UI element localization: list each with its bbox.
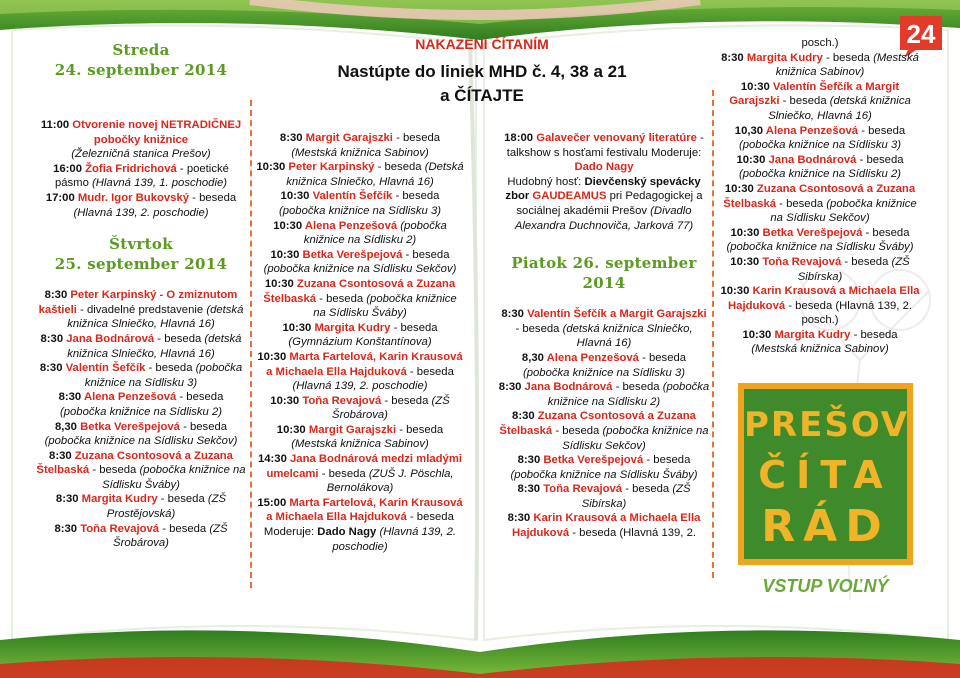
event-title: Dado Nagy bbox=[574, 161, 634, 174]
event-venue: (pobočka knižnice na Sídlisku 3) bbox=[84, 362, 243, 389]
event-title: Margit Garajszki bbox=[305, 132, 393, 144]
event-item bbox=[718, 255, 922, 284]
event-time: Dado Nagy bbox=[317, 526, 377, 539]
event-venue: (Železničná stanica Prešov) bbox=[71, 148, 211, 161]
event-time: 10:30 bbox=[270, 248, 303, 261]
event-venue: (pobočka knižnice na Sídlisku Sekčov) bbox=[44, 435, 238, 448]
event-venue: (Hlavná 139, 2. poschodie) bbox=[292, 380, 428, 393]
event-time: 10:30 bbox=[740, 80, 773, 93]
event-text: - beseda bbox=[779, 95, 830, 108]
day-date: 2014 bbox=[582, 274, 626, 293]
column-3 bbox=[498, 131, 710, 541]
event-time: 8:30 bbox=[44, 289, 71, 302]
event-time: 8:30 bbox=[517, 454, 544, 467]
event-item bbox=[718, 51, 922, 80]
event-venue: (pobočka knižnice na Sídlisku 2) bbox=[303, 219, 447, 247]
event-title: Jana Bodnárová bbox=[66, 332, 155, 345]
event-text: - beseda bbox=[157, 493, 208, 506]
event-time: 10,30 bbox=[734, 124, 766, 137]
events-wednesday bbox=[36, 118, 246, 220]
event-time: 10:30 bbox=[730, 255, 763, 268]
event-time: 8:30 bbox=[40, 332, 67, 345]
event-title: Toňa Revajová bbox=[302, 394, 382, 407]
event-text: - beseda bbox=[638, 351, 687, 364]
event-venue: (ZŠ Sibírska) bbox=[797, 255, 910, 283]
event-time: 10:30 bbox=[282, 321, 315, 334]
event-venue: (detská knižnica Slniečko, Hlavná 16) bbox=[67, 303, 244, 331]
event-title: Betka Verešpejová bbox=[762, 226, 863, 239]
event-item bbox=[36, 118, 246, 162]
event-venue: (Detská knižnica Slniečko, Hlavná 16) bbox=[286, 161, 464, 188]
event-time: 18:00 bbox=[504, 132, 537, 144]
event-time: 10:30 bbox=[280, 190, 313, 203]
event-title: Valentín Šefčík bbox=[65, 362, 146, 375]
event-text: - beseda (Hlavná 139, 2. posch.) bbox=[785, 299, 912, 327]
divider-2 bbox=[712, 90, 714, 578]
header-line1: Nastúpte do liniek MHD č. 4, 38 a 21 bbox=[337, 62, 627, 81]
event-text: - beseda bbox=[643, 454, 691, 467]
event-venue: (pobočka knižnice na Sídlisku Sekčov) bbox=[562, 424, 709, 452]
event-title: Peter Karpinský - O zmiznutom kaštieli bbox=[38, 289, 238, 316]
event-title: Zuzana Csontosová a Zuzana Štelbaská bbox=[499, 410, 696, 437]
event-item bbox=[256, 160, 464, 189]
column-4 bbox=[718, 36, 922, 357]
event-text: - beseda bbox=[841, 255, 892, 268]
day-heading-thursday bbox=[36, 234, 246, 274]
event-text: - beseda (Hlavná 139, 2. bbox=[569, 527, 696, 540]
event-item bbox=[498, 307, 710, 351]
event-item bbox=[36, 390, 246, 419]
event-venue: (pobočka knižnice na Sídlisku Sekčov) bbox=[263, 263, 457, 276]
event-item bbox=[498, 380, 710, 409]
event-time: 10:30 bbox=[724, 182, 757, 195]
event-item bbox=[718, 226, 922, 255]
column-2 bbox=[256, 131, 464, 554]
event-time: 17:00 bbox=[45, 191, 78, 204]
event-venue: (Hlavná 139, 2. poschodie) bbox=[332, 526, 457, 553]
event-venue: (detská knižnica Slniečko, Hlavná 16) bbox=[768, 95, 911, 122]
event-text: - beseda bbox=[159, 522, 210, 535]
event-text: - talkshow s hosťami festivalu Moderuje: bbox=[506, 132, 704, 159]
event-text: - beseda bbox=[145, 362, 196, 375]
event-title: Marta Fartelová, Karin Krausová a Michaela Ella Hajduková bbox=[266, 350, 463, 378]
event-item bbox=[718, 36, 922, 51]
event-time: 8:30 bbox=[501, 308, 528, 321]
event-item bbox=[498, 482, 710, 511]
event-item bbox=[718, 328, 922, 357]
events-friday-cont bbox=[718, 36, 922, 357]
column-1 bbox=[36, 40, 246, 551]
event-time: 8:30 bbox=[39, 362, 66, 375]
day-date: 25. september 2014 bbox=[54, 255, 228, 274]
event-title: Mudr. Igor Bukovský bbox=[77, 191, 190, 204]
event-item bbox=[256, 350, 464, 394]
event-time: 8:30 bbox=[512, 410, 538, 423]
event-venue: (ZUŠ J. Pöschla, Bernolákova) bbox=[326, 467, 454, 495]
event-venue: (detská knižnica Slniečko, Hlavná 16) bbox=[562, 322, 693, 350]
event-title: Alena Penzešová bbox=[304, 219, 398, 232]
event-venue: (detská knižnica Slniečko, Hlavná 16) bbox=[67, 332, 242, 360]
free-entry-label: VSTUP VOĽNÝ bbox=[762, 576, 889, 596]
event-venue: (ZŠ Prostějovská) bbox=[106, 493, 227, 521]
event-title: Betka Verešpejová bbox=[543, 454, 644, 467]
event-item bbox=[498, 351, 710, 380]
event-item bbox=[718, 284, 922, 328]
day-name: Piatok 26. september bbox=[511, 254, 697, 273]
logo-24-text: 24 bbox=[906, 19, 936, 49]
event-venue: (Hlavná 139, 2. poschodie) bbox=[73, 206, 209, 219]
event-venue: (ZŠ Sibírska) bbox=[581, 483, 691, 510]
event-item bbox=[256, 394, 464, 423]
events-thursday-evening bbox=[498, 131, 710, 233]
event-item bbox=[256, 248, 464, 277]
event-title: Margita Kudry bbox=[774, 328, 851, 341]
event-text: - beseda bbox=[316, 292, 367, 305]
event-time: 8,30 bbox=[54, 420, 81, 433]
event-time: 8:30 bbox=[517, 483, 544, 496]
event-item bbox=[718, 80, 922, 124]
event-venue: (pobočka knižnice na Sídlisku 3) bbox=[738, 139, 901, 152]
event-time: 8:30 bbox=[279, 132, 306, 144]
event-item bbox=[256, 321, 464, 350]
event-text: Hudobný hosť: bbox=[507, 175, 585, 188]
day-name: Štvrtok bbox=[109, 235, 173, 254]
event-time: Dievčenský spevácky zbor bbox=[505, 175, 701, 203]
event-item bbox=[256, 277, 464, 321]
event-venue: (pobočka knižnice na Sídlisku 2) bbox=[59, 405, 222, 418]
event-time: 15:00 bbox=[257, 496, 290, 509]
event-title: Margita Kudry bbox=[746, 51, 823, 64]
event-item bbox=[718, 124, 922, 153]
event-item bbox=[36, 361, 246, 390]
event-venue: (pobočka knižnice na Sídlisku 2) bbox=[547, 381, 710, 408]
event-venue: (pobočka knižnice na Sídlisku Šváby) bbox=[313, 292, 457, 320]
event-text: - beseda Moderuje: bbox=[263, 511, 454, 539]
event-text: - beseda bbox=[189, 191, 237, 204]
event-time: 10:30 bbox=[720, 285, 753, 298]
event-venue: (Mestská knižnica Sabinov) bbox=[775, 51, 919, 79]
event-text: - beseda bbox=[622, 483, 673, 496]
event-time: 14:30 bbox=[257, 453, 290, 466]
event-item bbox=[36, 492, 246, 521]
event-time: 10:30 bbox=[736, 153, 769, 166]
event-title: Margita Kudry bbox=[314, 321, 391, 334]
event-time: 10:30 bbox=[273, 219, 305, 232]
header-title bbox=[260, 60, 704, 108]
event-title: Jana Bodnárová medzi mladými umelcami bbox=[266, 453, 463, 480]
event-text: - beseda bbox=[392, 190, 440, 203]
event-title: Karin Krausová a Michaela Ella Hajduková bbox=[512, 512, 701, 540]
event-time: 8:30 bbox=[49, 449, 75, 462]
event-venue: (Hlavná 139, 1. poschodie) bbox=[92, 177, 228, 190]
event-title: GAUDEAMUS bbox=[532, 190, 607, 203]
event-text: - beseda bbox=[862, 226, 910, 239]
event-text: - beseda bbox=[318, 467, 369, 480]
event-item bbox=[718, 182, 922, 226]
event-item bbox=[36, 420, 246, 449]
event-text: - beseda bbox=[552, 424, 603, 437]
event-title: Toňa Revajová bbox=[762, 255, 842, 268]
event-title: Zuzana Csontosová a Zuzana Štelbaská bbox=[723, 182, 916, 210]
event-text: - beseda bbox=[381, 394, 432, 407]
event-item bbox=[36, 288, 246, 332]
event-time: 11:00 bbox=[40, 119, 73, 131]
event-item bbox=[256, 131, 464, 160]
event-venue: (pobočka knižnice na Sídlisku 3) bbox=[522, 366, 685, 379]
event-title: Jana Bodnárová bbox=[768, 153, 857, 166]
brand-line1: PREŠOV bbox=[744, 405, 910, 445]
event-item bbox=[718, 153, 922, 182]
event-text: - beseda bbox=[154, 332, 205, 345]
brand-line3: RÁD bbox=[761, 501, 890, 552]
event-item bbox=[36, 162, 246, 191]
event-item bbox=[498, 409, 710, 453]
event-venue: (pobočka knižnice na Sídlisku 3) bbox=[278, 204, 441, 217]
day-heading-friday bbox=[498, 253, 710, 293]
event-venue: (Gymnázium Konštantínova) bbox=[288, 336, 432, 349]
event-title: Toňa Revajová bbox=[80, 522, 160, 535]
event-text: - beseda bbox=[822, 51, 874, 64]
event-item bbox=[256, 423, 464, 452]
day-date: 24. september 2014 bbox=[54, 61, 228, 79]
event-title: Peter Karpinský bbox=[288, 161, 375, 174]
brand-line2: ČÍTA bbox=[758, 453, 893, 497]
event-time: 10:30 bbox=[257, 350, 290, 363]
event-text: - beseda bbox=[776, 197, 827, 210]
event-venue: (pobočka knižnice na Sídlisku Šváby) bbox=[726, 241, 914, 254]
event-title: Otvorenie novej NETRADIČNEJ pobočky knižnice bbox=[72, 119, 242, 146]
event-text: pri Pedagogickej a sociálnej akadémii Prešov bbox=[516, 190, 703, 217]
event-item bbox=[256, 219, 464, 248]
event-title: Alena Penzešová bbox=[83, 391, 177, 404]
event-title: Jana Bodnárová bbox=[524, 381, 613, 394]
event-text: - beseda bbox=[406, 365, 454, 378]
event-title: Galavečer venovaný literatúre bbox=[536, 132, 697, 144]
event-item bbox=[256, 452, 464, 496]
header-line2: a ČÍTAJTE bbox=[440, 86, 524, 105]
event-text: - beseda bbox=[515, 322, 563, 335]
day-heading-wednesday bbox=[36, 40, 246, 80]
event-title: Valentín Šefčík a Margit Garajszki bbox=[729, 80, 900, 108]
event-item bbox=[36, 191, 246, 220]
event-item bbox=[498, 453, 710, 482]
event-venue: (Mestská knižnica Sabinov) bbox=[291, 438, 429, 451]
event-time: 16:00 bbox=[53, 162, 86, 175]
event-time: 10:30 bbox=[256, 161, 289, 174]
event-venue: (Mestská knižnica Sabinov) bbox=[751, 343, 889, 356]
event-time: 8:30 bbox=[54, 522, 81, 535]
event-title: Alena Penzešová bbox=[765, 124, 859, 137]
event-item bbox=[36, 522, 246, 551]
event-text: - beseda bbox=[176, 391, 224, 404]
event-title: Alena Penzešová bbox=[546, 351, 639, 364]
events-thursday-cont bbox=[256, 131, 464, 554]
event-time: 8:30 bbox=[58, 391, 84, 404]
event-item bbox=[498, 131, 710, 233]
event-time: 10:30 bbox=[730, 226, 763, 239]
event-text: posch.) bbox=[801, 37, 839, 49]
event-time: 8:30 bbox=[721, 51, 747, 64]
event-title: Karin Krausová a Michaela Ella Hajduková bbox=[728, 285, 920, 312]
event-title: Betka Verešpejová bbox=[302, 248, 403, 261]
event-time: 8,30 bbox=[521, 351, 547, 364]
event-time: 10:30 bbox=[276, 423, 309, 436]
event-time: 10:30 bbox=[742, 328, 775, 341]
event-text: - poetické pásmo bbox=[54, 162, 229, 190]
event-text: - beseda bbox=[374, 161, 425, 174]
presov-cita-rad-logo bbox=[738, 383, 913, 565]
event-venue: (ZŠ Šrobárova) bbox=[332, 394, 450, 422]
event-item bbox=[498, 511, 710, 540]
event-time: 10:30 bbox=[264, 277, 297, 290]
event-venue: (pobočka knižnice na Sídlisku 2) bbox=[738, 168, 901, 181]
event-text: - beseda bbox=[89, 464, 140, 477]
event-text: - beseda bbox=[858, 124, 906, 137]
event-item bbox=[36, 332, 246, 361]
event-item bbox=[256, 189, 464, 218]
event-title: Margita Kudry bbox=[81, 493, 158, 506]
events-friday bbox=[498, 307, 710, 541]
event-text: - beseda bbox=[396, 423, 444, 436]
event-text: - beseda bbox=[402, 248, 450, 261]
event-text: - beseda bbox=[392, 132, 441, 144]
event-text: - beseda bbox=[856, 153, 904, 166]
header-red: NAKAZENÍ ČÍTANÍM bbox=[415, 36, 549, 52]
event-text: - divadelné predstavenie bbox=[76, 303, 207, 316]
event-item bbox=[36, 449, 246, 493]
divider-1 bbox=[250, 100, 252, 588]
event-text: - beseda bbox=[390, 321, 438, 334]
event-venue: (pobočka knižnice na Sídlisku Sekčov) bbox=[770, 197, 917, 225]
event-title: Zuzana Csontosová a Zuzana Štelbaská bbox=[36, 449, 233, 477]
event-time: 8:30 bbox=[498, 381, 525, 394]
event-text: - beseda bbox=[612, 381, 663, 394]
event-title: Zuzana Csontosová a Zuzana Štelbaská bbox=[263, 277, 456, 305]
event-title: Valentín Šefčík a Margit Garajszki bbox=[527, 308, 707, 321]
event-title: Valentín Šefčík bbox=[312, 190, 393, 203]
event-text: - beseda bbox=[850, 328, 898, 341]
event-item bbox=[256, 496, 464, 554]
day-name: Streda bbox=[112, 41, 170, 59]
event-title: Margit Garajszki bbox=[308, 423, 397, 436]
event-time: 8:30 bbox=[507, 512, 534, 525]
event-time: 8:30 bbox=[55, 493, 82, 506]
event-venue: (Mestská knižnica Sabinov) bbox=[291, 146, 429, 159]
event-venue: (ZŠ Šrobárova) bbox=[113, 522, 228, 550]
event-venue: (pobočka knižnice na Sídlisku Šváby) bbox=[102, 464, 246, 491]
event-text: - beseda bbox=[179, 420, 228, 433]
event-title: Betka Verešpejová bbox=[80, 420, 180, 433]
event-title: Toňa Revajová bbox=[543, 483, 623, 496]
events-thursday bbox=[36, 288, 246, 551]
event-venue: (Divadlo Alexandra Duchnoviča, Jarková 77) bbox=[514, 204, 694, 232]
event-title: Marta Fartelová, Karin Krausová a Michaela Ella Hajduková bbox=[266, 496, 463, 524]
event-venue: (pobočka knižnice na Sídlisku Šváby) bbox=[510, 468, 698, 481]
event-time: 10:30 bbox=[270, 394, 303, 407]
event-title: Žofia Fridrichová bbox=[85, 162, 177, 175]
